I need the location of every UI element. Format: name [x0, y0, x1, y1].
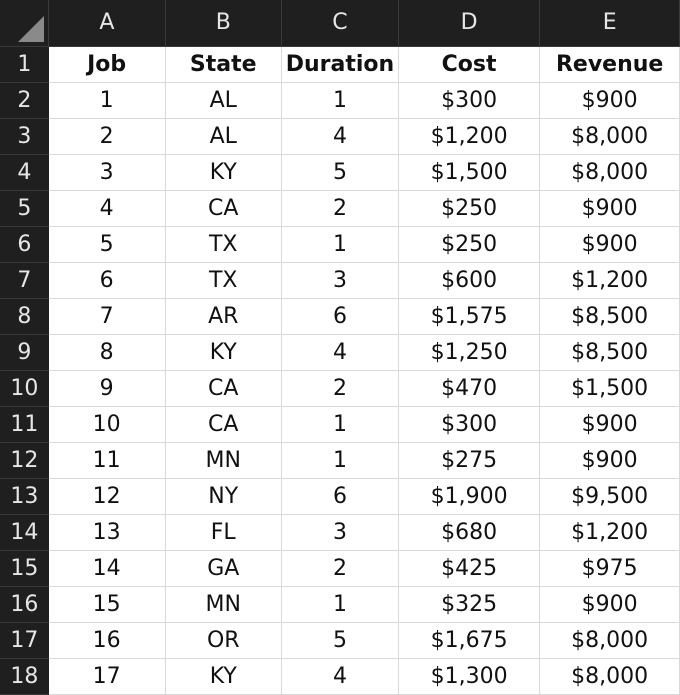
data-cell[interactable]: 6 [282, 478, 399, 514]
data-cell[interactable]: $8,000 [540, 622, 680, 658]
data-cell[interactable]: 4 [282, 118, 399, 154]
data-cell[interactable]: $8,000 [540, 658, 680, 694]
data-cell[interactable]: $8,000 [540, 154, 680, 190]
data-cell[interactable]: AL [165, 82, 282, 118]
data-cell[interactable]: $1,500 [540, 370, 680, 406]
data-cell[interactable]: 2 [282, 370, 399, 406]
data-cell[interactable]: $325 [398, 586, 539, 622]
data-cell[interactable]: 3 [282, 262, 399, 298]
data-cell[interactable]: 5 [49, 226, 165, 262]
data-cell[interactable]: 6 [282, 298, 399, 334]
data-cell[interactable]: CA [165, 370, 282, 406]
data-cell[interactable]: $300 [398, 82, 539, 118]
table-row [0, 370, 680, 406]
data-cell[interactable]: $1,300 [398, 658, 539, 694]
data-cell[interactable]: 2 [282, 190, 399, 226]
data-cell[interactable]: KY [165, 658, 282, 694]
data-cell[interactable]: 2 [282, 550, 399, 586]
data-cell[interactable]: 1 [282, 226, 399, 262]
row-header[interactable]: 1 [0, 46, 49, 82]
data-cell[interactable]: $680 [398, 514, 539, 550]
row-header[interactable]: 4 [0, 154, 49, 190]
data-cell[interactable]: $275 [398, 442, 539, 478]
data-cell[interactable]: KY [165, 154, 282, 190]
row-header[interactable]: 17 [0, 622, 49, 658]
data-cell[interactable]: $900 [540, 226, 680, 262]
data-cell[interactable]: 12 [49, 478, 165, 514]
column-header-b[interactable]: B [165, 0, 282, 46]
data-cell[interactable]: $900 [540, 406, 680, 442]
row-header[interactable]: 16 [0, 586, 49, 622]
data-cell[interactable]: 1 [282, 586, 399, 622]
row-header[interactable]: 14 [0, 514, 49, 550]
data-cell[interactable]: $975 [540, 550, 680, 586]
row-header[interactable]: 6 [0, 226, 49, 262]
data-cell[interactable]: $470 [398, 370, 539, 406]
table-row [0, 82, 680, 118]
table-row [0, 190, 680, 226]
row-header[interactable]: 10 [0, 370, 49, 406]
data-cell[interactable]: 9 [49, 370, 165, 406]
data-cell[interactable]: OR [165, 622, 282, 658]
data-cell[interactable]: TX [165, 262, 282, 298]
data-cell[interactable]: $900 [540, 82, 680, 118]
data-cell[interactable]: $1,900 [398, 478, 539, 514]
data-cell[interactable]: $1,675 [398, 622, 539, 658]
table-row [0, 442, 680, 478]
data-cell[interactable]: 1 [282, 406, 399, 442]
row-header[interactable]: 9 [0, 334, 49, 370]
data-cell[interactable]: $9,500 [540, 478, 680, 514]
select-all-corner[interactable] [0, 0, 49, 46]
data-cell[interactable]: TX [165, 226, 282, 262]
data-cell[interactable]: $900 [540, 190, 680, 226]
table-row [0, 406, 680, 442]
data-cell[interactable]: 5 [282, 154, 399, 190]
table-row [0, 658, 680, 694]
row-header[interactable]: 2 [0, 82, 49, 118]
header-cell[interactable]: Job [49, 46, 165, 82]
data-cell[interactable]: GA [165, 550, 282, 586]
data-cell[interactable]: 4 [282, 658, 399, 694]
column-header-c[interactable]: C [282, 0, 399, 46]
data-cell[interactable]: 1 [282, 82, 399, 118]
data-cell[interactable]: $250 [398, 226, 539, 262]
data-cell[interactable]: $250 [398, 190, 539, 226]
data-cell[interactable]: 3 [49, 154, 165, 190]
table-row [0, 154, 680, 190]
data-cell[interactable]: 1 [49, 82, 165, 118]
data-cell[interactable]: 3 [282, 514, 399, 550]
data-cell[interactable]: $1,200 [540, 514, 680, 550]
data-cell[interactable]: $1,200 [398, 118, 539, 154]
data-cell[interactable]: $1,500 [398, 154, 539, 190]
table-row [0, 622, 680, 658]
data-cell[interactable]: 2 [49, 118, 165, 154]
table-row [0, 118, 680, 154]
data-cell[interactable]: CA [165, 406, 282, 442]
header-cell[interactable]: Revenue [540, 46, 680, 82]
data-cell[interactable]: $8,500 [540, 298, 680, 334]
data-cell[interactable]: $900 [540, 586, 680, 622]
column-header-d[interactable]: D [398, 0, 539, 46]
row-header[interactable]: 15 [0, 550, 49, 586]
data-cell[interactable]: NY [165, 478, 282, 514]
data-cell[interactable]: AL [165, 118, 282, 154]
table-row [0, 550, 680, 586]
data-cell[interactable]: MN [165, 586, 282, 622]
data-cell[interactable]: 4 [282, 334, 399, 370]
data-cell[interactable]: $600 [398, 262, 539, 298]
data-cell[interactable]: $425 [398, 550, 539, 586]
data-cell[interactable]: 5 [282, 622, 399, 658]
data-cell[interactable]: $1,200 [540, 262, 680, 298]
row-header[interactable]: 8 [0, 298, 49, 334]
row-header[interactable]: 7 [0, 262, 49, 298]
header-cell[interactable]: Cost [398, 46, 539, 82]
row-header[interactable]: 3 [0, 118, 49, 154]
row-header[interactable]: 5 [0, 190, 49, 226]
data-cell[interactable]: MN [165, 442, 282, 478]
data-cell[interactable]: 11 [49, 442, 165, 478]
table-row [0, 514, 680, 550]
data-cell[interactable]: 8 [49, 334, 165, 370]
data-cell[interactable]: $1,250 [398, 334, 539, 370]
data-cell[interactable]: 6 [49, 262, 165, 298]
data-cell[interactable]: FL [165, 514, 282, 550]
data-cell[interactable]: $900 [540, 442, 680, 478]
column-header-a[interactable]: A [49, 0, 165, 46]
row-header[interactable]: 12 [0, 442, 49, 478]
data-cell[interactable]: $1,575 [398, 298, 539, 334]
data-cell[interactable]: 17 [49, 658, 165, 694]
table-row [0, 586, 680, 622]
data-cell[interactable]: 14 [49, 550, 165, 586]
data-cell[interactable]: KY [165, 334, 282, 370]
select-all-triangle-icon [18, 16, 44, 42]
table-row [0, 478, 680, 514]
data-cell[interactable]: 10 [49, 406, 165, 442]
column-header-e[interactable]: E [540, 0, 680, 46]
row-header[interactable]: 13 [0, 478, 49, 514]
data-cell[interactable]: $8,000 [540, 118, 680, 154]
data-cell[interactable]: 15 [49, 586, 165, 622]
table-row [0, 334, 680, 370]
table-row [0, 226, 680, 262]
column-header-row [0, 0, 680, 46]
data-cell[interactable]: $8,500 [540, 334, 680, 370]
table-row [0, 298, 680, 334]
row-header[interactable]: 11 [0, 406, 49, 442]
data-cell[interactable]: 4 [49, 190, 165, 226]
data-cell[interactable]: AR [165, 298, 282, 334]
data-cell[interactable]: CA [165, 190, 282, 226]
data-cell[interactable]: $300 [398, 406, 539, 442]
data-cell[interactable]: 1 [282, 442, 399, 478]
data-cell[interactable]: 16 [49, 622, 165, 658]
row-header[interactable]: 18 [0, 658, 49, 694]
data-cell[interactable]: 13 [49, 514, 165, 550]
table-row [0, 46, 680, 82]
header-cell[interactable]: State [165, 46, 282, 82]
table-row [0, 262, 680, 298]
data-cell[interactable]: 7 [49, 298, 165, 334]
header-cell[interactable]: Duration [282, 46, 399, 82]
